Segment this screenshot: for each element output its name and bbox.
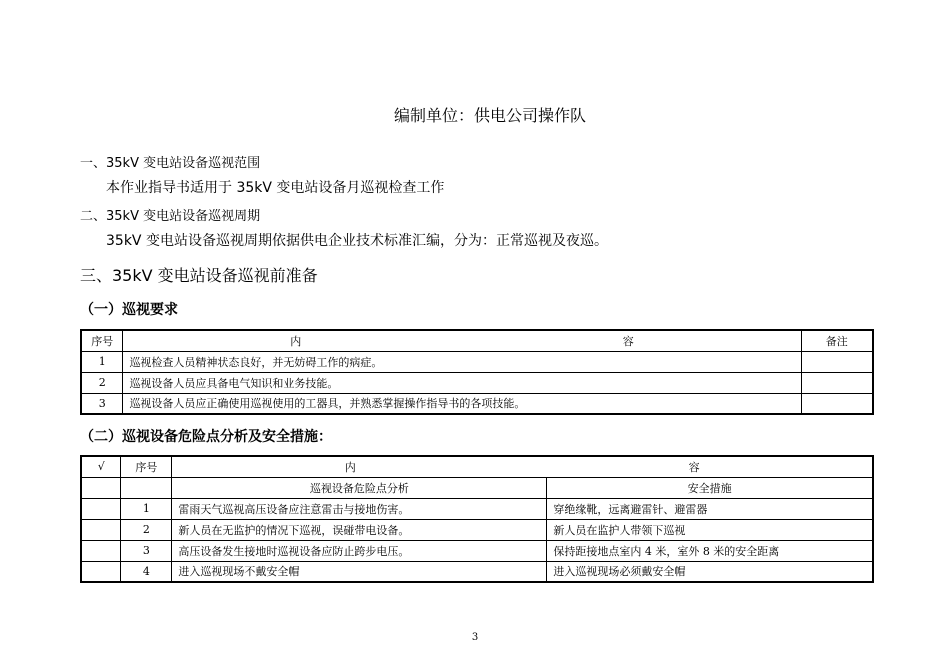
inspection-requirements-subtitle: （一）巡视要求: [80, 302, 178, 318]
row-measure: 穿绝缘靴，远离避雷针、避雷器: [547, 498, 873, 519]
row-no: 1: [81, 351, 123, 372]
row-measure: 新人员在监护人带领下巡视: [547, 519, 873, 540]
row-note: [801, 351, 873, 372]
table-header-row: [81, 330, 873, 351]
header-content: [172, 456, 873, 477]
row-content: 巡视设备人员应正确使用巡视使用的工器具，并熟悉掌握操作指导书的各项技能。: [123, 393, 801, 414]
risk-analysis-subtitle: （二）巡视设备危险点分析及安全措施：: [80, 429, 332, 445]
row-check: [81, 519, 121, 540]
row-measure: 保持距接地点室内 4 米，室外 8 米的安全距离: [547, 540, 873, 561]
table-row: [81, 372, 873, 393]
inspection-requirements-table: [80, 329, 874, 415]
header-check: √: [81, 456, 121, 477]
row-no: 2: [81, 372, 123, 393]
section-3-title: 三、35kV 变电站设备巡视前准备: [80, 266, 318, 285]
table-row: [81, 498, 873, 519]
row-danger: 新人员在无监护的情况下巡视，误碰带电设备。: [172, 519, 547, 540]
header-no: 序号: [121, 456, 172, 477]
header-content: [123, 330, 801, 351]
header-danger: 巡视设备危险点分析: [172, 477, 547, 498]
row-check: [81, 498, 121, 519]
row-content: 巡视设备人员应具备电气知识和业务技能。: [123, 372, 801, 393]
page-number: 3: [471, 632, 479, 643]
row-check: [81, 561, 121, 582]
header-content-b: 容: [622, 334, 634, 348]
section-2-title: 二、35kV 变电站设备巡视周期: [80, 209, 261, 224]
table-row: [81, 351, 873, 372]
section-1-body: 本作业指导书适用于 35kV 变电站设备月巡视检查工作: [106, 180, 445, 196]
table-row: [81, 540, 873, 561]
row-no: 3: [81, 393, 123, 414]
header-measure: 安全措施: [547, 477, 873, 498]
subheader-blank: [81, 477, 121, 498]
header-no: 序号: [81, 330, 123, 351]
compiling-unit: 编制单位：供电公司操作队: [393, 106, 586, 125]
header-content-b: 容: [688, 460, 700, 474]
header-note: 备注: [801, 330, 873, 351]
row-danger: 雷雨天气巡视高压设备应注意雷击与接地伤害。: [172, 498, 547, 519]
section-1-title: 一、35kV 变电站设备巡视范围: [80, 156, 261, 171]
row-content: 巡视检查人员精神状态良好，并无妨碍工作的病症。: [123, 351, 801, 372]
table-header-row: [81, 456, 873, 477]
row-note: [801, 372, 873, 393]
row-check: [81, 540, 121, 561]
section-2-body: 35kV 变电站设备巡视周期依据供电企业技术标准汇编，分为：正常巡视及夜巡。: [106, 233, 608, 249]
table-row: [81, 519, 873, 540]
row-no: 2: [121, 519, 172, 540]
row-no: 3: [121, 540, 172, 561]
header-content-a: 内: [290, 334, 302, 348]
row-no: 4: [121, 561, 172, 582]
subheader-blank: [121, 477, 172, 498]
row-note: [801, 393, 873, 414]
risk-analysis-table: [80, 455, 874, 583]
header-content-a: 内: [344, 460, 356, 474]
row-measure: 进入巡视现场必须戴安全帽: [547, 561, 873, 582]
row-danger: 高压设备发生接地时巡视设备应防止跨步电压。: [172, 540, 547, 561]
table-row: [81, 561, 873, 582]
row-danger: 进入巡视现场不戴安全帽: [172, 561, 547, 582]
row-no: 1: [121, 498, 172, 519]
table-subheader-row: [81, 477, 873, 498]
table-row: [81, 393, 873, 414]
